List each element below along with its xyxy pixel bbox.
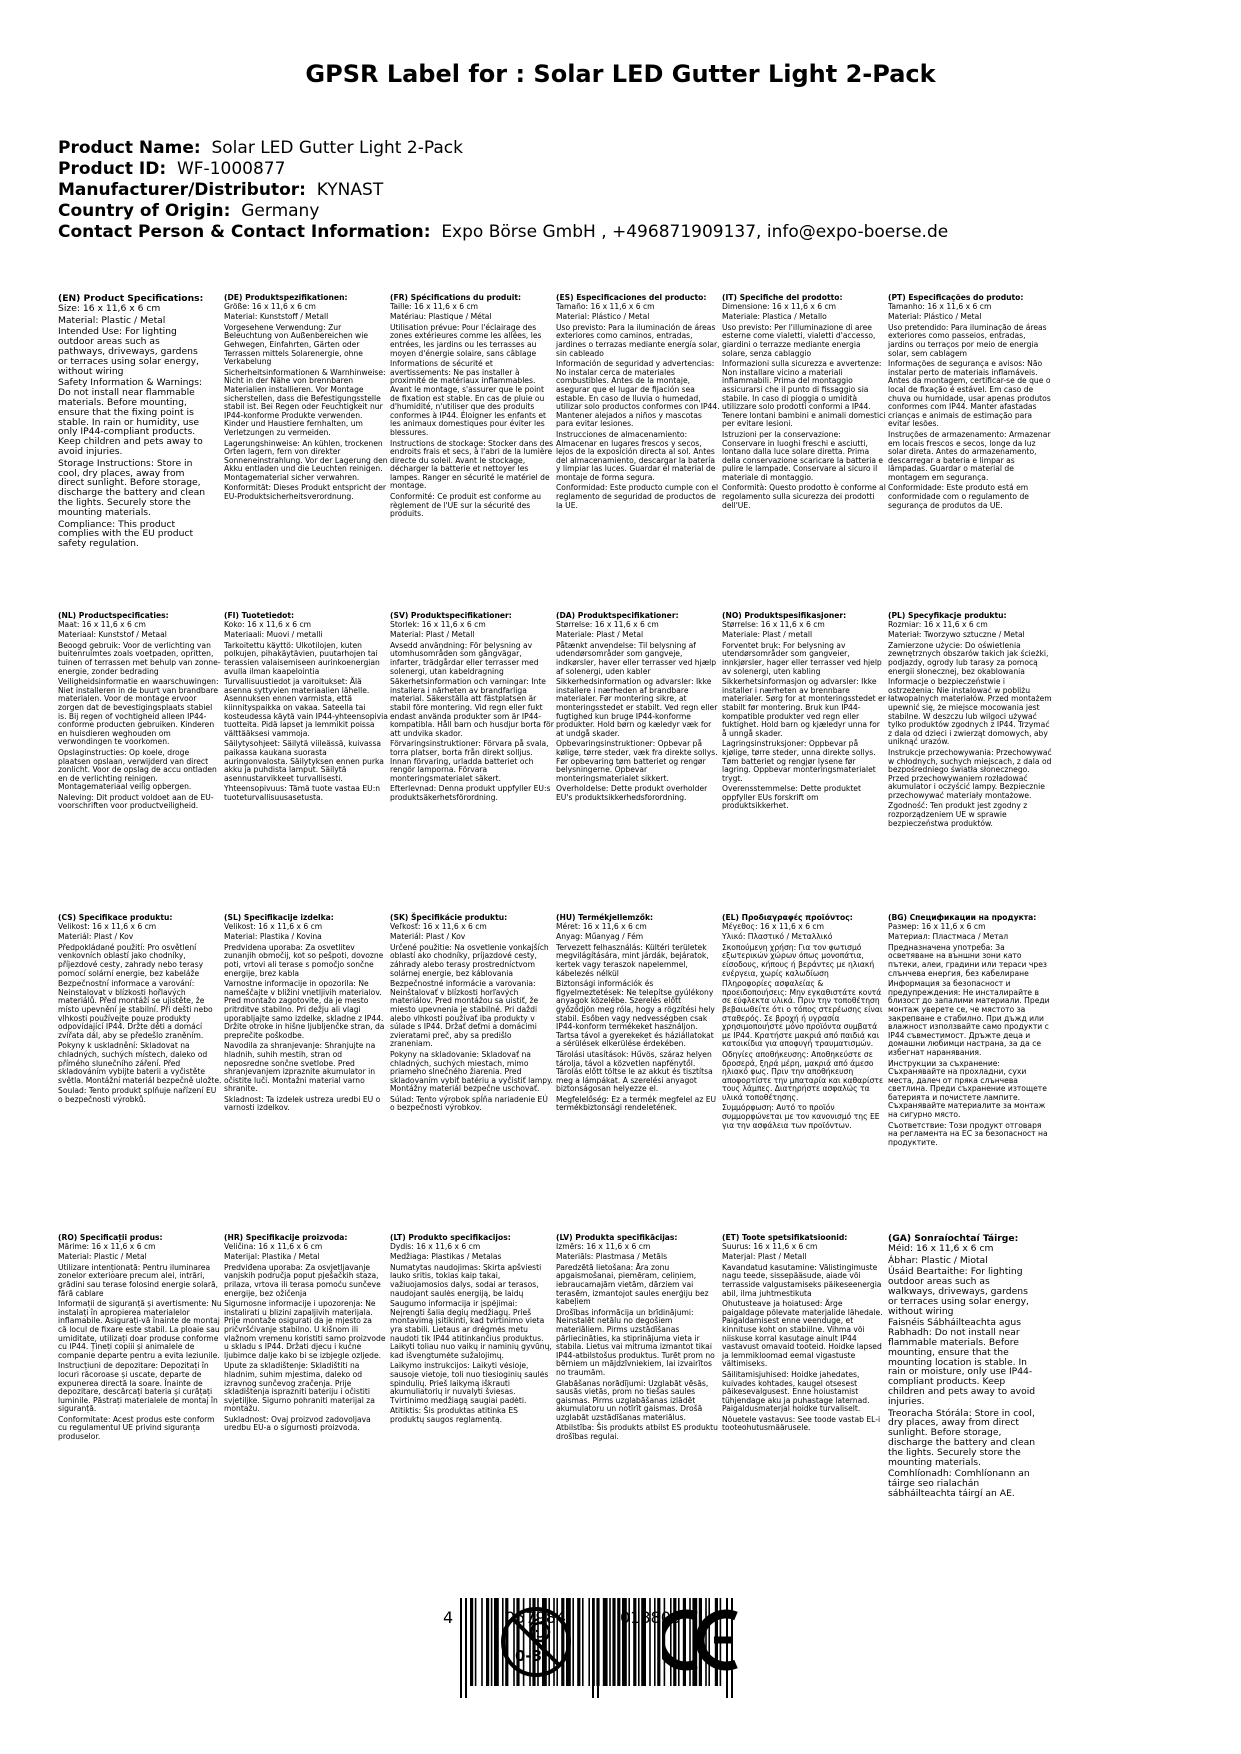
spec-paragraph: Instructions de stockage: Stocker dans des endroits frais et secs, à l'abri de la lumière directe du soleil. Avant le stockage, décharger la batterie et nettoyer les lampes. Ranger en sécurité le matériel de montage. xyxy=(390,438,554,491)
barcode-guard-bar xyxy=(597,1598,599,1698)
spec-paragraph: Medžiaga: Plastikas / Metalas xyxy=(390,1252,502,1262)
spec-paragraph: Conformità: Questo prodotto è conforme al regolamento sulla sicurezza dei prodotti dell'UE. xyxy=(722,483,886,510)
spec-block-heading: (DE) Produktspezifikationen: xyxy=(224,293,348,302)
spec-paragraph: Navodila za shranjevanje: Shranjujte na hladnih, suhih mestih, stran od neposredne sončne svetlobe. Pred shranjevanjem izpraznite akumulator in očistite luči. Montažni material varno shranite. xyxy=(224,1041,376,1094)
barcode-bar xyxy=(481,1598,483,1686)
spec-block-heading: (DA) Produktspecifikationer: xyxy=(556,611,679,620)
spec-paragraph: Naleving: Dit product voldoet aan de EU-voorschriften voor productveiligheid. xyxy=(58,792,214,811)
barcode-bar xyxy=(486,1598,489,1686)
spec-paragraph: Uso previsto: Para la iluminación de áreas exteriores como caminos, entradas, jardines o terrazas mediante energía solar, sin cableado xyxy=(556,322,720,358)
spec-block xyxy=(888,914,1052,1149)
spec-paragraph: Съответствие: Този продукт отговаря на регламента на ЕС за безопасност на продуктите. xyxy=(888,1120,1048,1147)
spec-paragraph: Conformidade: Este produto está em conformidade com o regulamento de segurança de produtos da UE. xyxy=(888,483,1029,510)
spec-block xyxy=(722,914,886,1132)
spec-paragraph: Conformitate: Acest produs este conform cu regulamentul UE privind siguranța produselor. xyxy=(58,1414,215,1442)
spec-paragraph: Material: Plastika / Kovina xyxy=(224,932,322,942)
spec-paragraph: Instrucciones de almacenamiento: Almacenar en lugares frescos y secos, lejos de la exposición directa al sol. Antes del almacenamiento, descargar la batería y limpiar las luces. Guardar el material de montaje de forma segura. xyxy=(556,429,716,482)
barcode-bar xyxy=(612,1598,615,1686)
spec-paragraph: Предназначена употреба: За осветяване на външни зони като пътеки, алеи, градини или тераси чрез слънчева енергия, без кабелиране xyxy=(888,942,1047,978)
spec-block-heading: (EL) Προδιαγραφές προϊόντος: xyxy=(722,913,853,922)
spec-paragraph: Forventet bruk: For belysning av utendørsområder som gangveier, innkjørsler, hager eller terrasser ved hjelp av solenergi, uten kabling xyxy=(722,640,882,676)
spec-paragraph: Materiaali: Muovi / metalli xyxy=(224,630,323,640)
spec-paragraph: Overensstemmelse: Dette produktet oppfyller EUs forskrift om produktsikkerhet. xyxy=(722,784,861,811)
contact-row xyxy=(58,222,1198,243)
barcode-guard-bar xyxy=(592,1598,594,1698)
spec-paragraph: Pokyny k uskladnění: Skladovat na chladných, suchých místech, daleko od přímého slunečního záření. Před skladováním vybijte baterii a vyčistěte světla. Montážní materiál bezpečně uložte. xyxy=(58,1041,222,1085)
spec-paragraph: Materiaal: Kunststof / Metaal xyxy=(58,630,167,640)
spec-paragraph: Yhteensopivuus: Tämä tuote vastaa EU:n tuoteturvallisuusasetusta. xyxy=(224,784,381,802)
spec-paragraph: Upute za skladištenje: Skladištiti na hladnim, suhim mjestima, daleko od izravnog sunčevog zračenja. Prije skladištenja isprazniti bateriju i očistiti svjetiljke. Sigurno pohraniti materijal za montažu. xyxy=(224,1361,375,1414)
spec-block-heading: (PL) Specyfikacje produktu: xyxy=(888,611,1007,620)
spec-paragraph: Paredzētā lietošana: Āra zonu apgaismošanai, piemēram, celiņiem, iebraucamajām vietām, dārziem vai terasēm, izmantojot saules enerģiju bez kabeļiem xyxy=(556,1262,709,1307)
barcode-bar xyxy=(609,1598,611,1686)
spec-block xyxy=(390,914,554,1115)
spec-paragraph: Vorgesehene Verwendung: Zur Beleuchtung von Außenbereichen wie Gehwegen, Einfahrten, Gärten oder Terrassen mittels Solarenergie, ohne Verkabelung xyxy=(224,322,369,367)
spec-paragraph: Zamierzone użycie: Do oświetlenia zewnętrznych obszarów takich jak ścieżki, podjazdy, ogrody lub tarasy za pomocą energii słonecznej, bez okablowania xyxy=(888,640,1049,676)
spec-paragraph: Storlek: 16 x 11,6 x 6 cm xyxy=(390,619,486,629)
contact-label: Contact Person & Contact Information: xyxy=(58,222,431,242)
spec-paragraph: Materiale: Plast / metall xyxy=(722,630,813,640)
product-name-label: Product Name: xyxy=(58,138,201,158)
spec-block-heading: (BG) Спецификации на продукта: xyxy=(888,913,1037,922)
spec-paragraph: Numatytas naudojimas: Skirta apšviesti lauko sritis, tokias kaip takai, važiuojamosios dalys, sodai ar terasos, naudojant saulės energiją, be laidų xyxy=(390,1262,542,1298)
spec-paragraph: Veličina: 16 x 11,6 x 6 cm xyxy=(224,1241,323,1251)
spec-paragraph: Turvallisuustiedot ja varoitukset: Älä asenna syttyvien materiaalien lähelle. Asennuksen ennen varmista, että kiinnityspaikka on vakaa. Sateella tai kosteudessa käytä vain IP44-yhteensopivia tuotteita. Pidä lapset ja lemmikit poissa välttääksesi vammoja. xyxy=(224,677,388,738)
spec-paragraph: Konformität: Dieses Produkt entspricht der EU-Produktsicherheitsverordnung. xyxy=(224,483,387,502)
spec-block xyxy=(58,612,222,813)
spec-paragraph: Súlad: Tento výrobok spĺňa nariadenie EÚ o bezpečnosti výrobkov. xyxy=(390,1094,548,1113)
spec-paragraph: Maat: 16 x 11,6 x 6 cm xyxy=(58,619,146,629)
spec-block-heading: (LT) Produkto specifikacijos: xyxy=(390,1233,511,1242)
spec-paragraph: Úsáid Beartaithe: For lighting outdoor areas such as walkways, driveways, gardens or terraces using solar energy, without wiring xyxy=(888,1266,1029,1317)
spec-paragraph: Tamaño: 16 x 11,6 x 6 cm xyxy=(556,301,655,311)
manufacturer-row xyxy=(58,180,1198,201)
spec-paragraph: Predviđena uporaba: Za osvjetljavanje vanjskih područja poput pješačkih staza, prilaza, vrtova ili terasa pomoću sunčeve energije, bez ožičenja xyxy=(224,1262,381,1298)
spec-paragraph: Bezpečnostní informace a varování: Neinstalovat v blízkosti hořlavých materiálů. Před montáží se ujistěte, že místo upevnění je stabilní. Při dešti nebo vlhkosti používejte pouze produkty odpovídající IP44. Držte děti a domácí zvířata dál, aby se předešlo zraněním. xyxy=(58,979,213,1040)
country-value: Germany xyxy=(241,201,320,221)
spec-block-heading: (GA) Sonraíochtaí Táirge: xyxy=(888,1233,1019,1244)
spec-paragraph: Glabāšanas norādījumi: Uzglabāt vēsās, sausās vietās, prom no tiešas saules gaismas. Pirms uzglabāšanas izlādēt akumulatoru un notīrīt gaismas. Drošā uzglabāt uzstādīšanas materiālus. xyxy=(556,1378,709,1422)
spec-block-heading: (NL) Productspecificaties: xyxy=(58,611,169,620)
spec-paragraph: Größe: 16 x 11,6 x 6 cm xyxy=(224,301,316,311)
spec-paragraph: Συμμόρφωση: Αυτό το προϊόν συμμορφώνεται με τον κανονισμό της ΕΕ για την ασφάλεια των προϊόντων. xyxy=(722,1103,880,1130)
barcode-bar xyxy=(588,1598,590,1686)
spec-paragraph: Anyag: Műanyag / Fém xyxy=(556,932,644,942)
spec-paragraph: Utilisation prévue: Pour l'éclairage des zones extérieures comme les allées, les entrées, les jardins ou les terrasses au moyen d'énergie solaire, sans câblage xyxy=(390,322,542,358)
spec-paragraph: Υλικό: Πλαστικό / Μεταλλικό xyxy=(722,932,833,942)
spec-block-heading: (IT) Specifiche del prodotto: xyxy=(722,293,843,302)
spec-block xyxy=(888,1234,1038,1501)
spec-paragraph: Safety Information & Warnings: Do not install near flammable materials. Before mounting, ensure that the fixing point is stable. In rain or humidity, use only IP44-compliant products. Keep children and pets away to avoid injuries. xyxy=(58,377,203,457)
spec-paragraph: Suurus: 16 x 11,6 x 6 cm xyxy=(722,1241,818,1251)
spec-paragraph: Förvaringsinstruktioner: Förvara på svala, torra platser, borta från direkt solljus. Innan förvaring, urladda batteriet och rengör lamporna. Förvara monteringsmaterialet säkert. xyxy=(390,739,549,783)
spec-paragraph: Säilytysohjeet: Säilytä viileässä, kuivassa paikassa kaukana suorasta auringonvalosta. Säilytyksen ennen purka akku ja puhdista lamput. Säilytä asennustarvikkeet turvallisesti. xyxy=(224,739,384,783)
barcode-bar xyxy=(470,1598,473,1686)
spec-block xyxy=(722,1234,886,1435)
spec-block xyxy=(224,914,388,1115)
spec-paragraph: Tarkoitettu käyttö: Ulkotilojen, kuten polkujen, pihakäytävien, puutarhojen tai terassien valaisemiseen aurinkoenergian avulla ilman kaapelointia xyxy=(224,640,380,676)
spec-block-heading: (SL) Specifikacije izdelka: xyxy=(224,913,334,922)
spec-paragraph: Dydis: 16 x 11,6 x 6 cm xyxy=(390,1241,481,1251)
spec-paragraph: Material: Plastic / Metal xyxy=(58,314,166,326)
spec-paragraph: Compliance: This product complies with the EU product safety regulation. xyxy=(58,518,194,550)
spec-paragraph: Nõuetele vastavus: See toode vastab EL-i tooteohutusmäärusele. xyxy=(722,1414,881,1433)
spec-paragraph: Určené použitie: Na osvetlenie vonkajších oblastí ako chodníky, príjazdové cesty, záhrady alebo terasy prostredníctvom solárnej energie, bez káblovania xyxy=(390,942,549,978)
spec-block xyxy=(556,294,720,512)
spec-paragraph: Istruzioni per la conservazione: Conservare in luoghi freschi e asciutti, lontano dalla luce solare diretta. Prima della conservazione scaricare la batteria e pulire le lampade. Conservare al sicuro il materiale di montaggio. xyxy=(722,429,884,482)
spec-paragraph: Informations de sécurité et avertissements: Ne pas installer à proximité de matériaux inflammables. Avant le montage, s'assurer que le point de fixation est stable. En cas de pluie ou d'humidité, n'utiliser que des produits conformes à IP44. Éloigner les enfants et les animaux domestiques pour éviter les blessures. xyxy=(390,359,547,437)
spec-block xyxy=(224,1234,388,1435)
spec-block xyxy=(224,294,388,504)
spec-paragraph: Materiale: Plast / Metal xyxy=(556,630,644,640)
spec-paragraph: Πληροφορίες ασφαλείας & προειδοποιήσεις: Μην εγκαθιστάτε κοντά σε εύφλεκτα υλικά. Πριν την τοποθέτηση βεβαιωθείτε ότι ο τόπος στερέωσης είναι σταθερός. Σε βροχή ή υγρασία χρησιμοποιήστε μόνο προϊόντα συμβατά με IP44. Κρατήστε μακριά από παιδιά και κατοικίδια για αποφυγή τραυματισμών. xyxy=(722,979,883,1049)
spec-paragraph: Материал: Пластмаса / Метал xyxy=(888,932,1009,942)
spec-paragraph: Инструкции за съхранение: Съхранявайте на прохладни, сухи места, далеч от пряка слънчева светлина. Преди съхранение изтощете батерията и почистете лампите. Съхранявайте материалите за монтаж на сигурно място. xyxy=(888,1058,1047,1120)
spec-paragraph: Uso pretendido: Para iluminação de áreas exteriores como passeios, entradas, jardins ou terraços por meio de energia solar, sem cablagem xyxy=(888,322,1047,358)
spec-block xyxy=(58,914,222,1106)
spec-paragraph: Instruções de armazenamento: Armazenar em locais frescos e secos, longe da luz solar direta. Antes do armazenamento, descarregar a bateria e limpar as lâmpadas. Guardar o material de montagem em segurança. xyxy=(888,429,1051,482)
barcode-bar xyxy=(577,1598,580,1686)
ce-mark-icon xyxy=(662,1608,742,1672)
spec-paragraph: Laikymo instrukcijos: Laikyti vėsioje, sausoje vietoje, toli nuo tiesioginių saulės spindulių. Prieš laikymą iškrauti akumuliatorių ir nuvalyti šviesas. Tvirtinimo medžiagą saugiai padėti. xyxy=(390,1361,549,1405)
spec-paragraph: Drošības informācija un brīdinājumi: Neinstalēt netālu no degošiem materiāliem. Pirms uzstādīšanas pārliecināties, ka stiprinājuma vieta ir stabila. Lietus vai mitruma izmantot tikai IP44-atbilstošus produktus. Turēt prom no bērniem un mājdzīvniekiem, lai izvairītos no traumām. xyxy=(556,1307,715,1377)
spec-block xyxy=(556,914,720,1115)
spec-paragraph: Sikkerhedsinformation og advarsler: Ikke installere i nærheden af brandbare materialer. Før montering sikre, at monteringsstedet er stabilt. Ved regn eller fugtighed kun bruge IP44-konforme produkter. Hold børn og kæledyr væk for at undgå skader. xyxy=(556,677,718,738)
product-id-label: Product ID: xyxy=(58,159,167,179)
barcode-bar xyxy=(475,1598,477,1686)
spec-paragraph: Οδηγίες αποθήκευσης: Αποθηκεύστε σε δροσερά, ξηρά μέρη, μακριά από άμεσο ηλιακό φως. Πριν την αποθήκευση αποφορτίστε την μπαταρία και καθαρίστε τους λάμπες. Διατηρήστε ασφαλώς τα υλικά τοποθέτησης. xyxy=(722,1049,884,1102)
spec-paragraph: Rozmiar: 16 x 11,6 x 6 cm xyxy=(888,619,988,629)
spec-paragraph: Informacje o bezpieczeństwie i ostrzeżenia: Nie instalować w pobliżu łatwopalnych materiałów. Przed montażem upewnić się, że miejsce mocowania jest stabilne. W deszczu lub wilgoci używać tylko produktów zgodnych z IP44. Trzymać z dala od dzieci i zwierząt domowych, aby uniknąć urazów. xyxy=(888,677,1052,747)
spec-paragraph: Informazioni sulla sicurezza e avvertenze: Non installare vicino a materiali infiammabili. Prima del montaggio assicurarsi che il punto di fissaggio sia stabile. In caso di pioggia o umidità utilizzare solo prodotti conformi a IP44. Tenere lontani bambini e animali domestici per evitare lesioni. xyxy=(722,359,886,429)
product-id-value: WF-1000877 xyxy=(176,159,286,179)
spec-paragraph: Materiál: Plast / Kov xyxy=(390,932,466,942)
barcode-digit-group-2: 018800 xyxy=(620,1608,682,1627)
spec-paragraph: Conformité: Ce produit est conforme au règlement de l'UE sur la sécurité des produits. xyxy=(390,492,542,519)
spec-paragraph: Materiale: Plastica / Metallo xyxy=(722,312,827,322)
product-name-row xyxy=(58,138,1198,159)
spec-paragraph: Opslaginstructies: Op koele, droge plaatsen opslaan, verwijderd van direct zonlicht. Voor de opslag de accu ontladen en de verlichting reinigen. Montagemateriaal veilig opbergen. xyxy=(58,747,217,792)
spec-paragraph: Conformidad: Este producto cumple con el reglamento de seguridad de productos de la UE. xyxy=(556,483,719,510)
spec-paragraph: Σκοπούμενη χρήση: Για τον φωτισμό εξωτερικών χώρων όπως μονοπάτια, είσοδους, κήπους ή βεράντες με ηλιακή ενέργεια, χωρίς καλωδίωση xyxy=(722,942,875,978)
country-row xyxy=(58,201,1198,222)
spec-paragraph: Méid: 16 x 11,6 x 6 cm xyxy=(888,1242,994,1254)
spec-block-heading: (ES) Especificaciones del producto: xyxy=(556,293,707,302)
spec-paragraph: Storage Instructions: Store in cool, dry places, away from direct sunlight. Before storage, discharge the battery and clean the lights. Securely store the mounting materials. xyxy=(58,457,206,518)
spec-paragraph: Información de seguridad y advertencias: No instalar cerca de materiales combustibles. Antes de la montaje, asegurar que el lugar de fijación sea estable. En caso de lluvia o humedad, utilizar solo productos conformes con IP44. Mantener alejados a niños y mascotas para evitar lesiones. xyxy=(556,359,720,429)
spec-paragraph: Materijal: Plastika / Metal xyxy=(224,1252,320,1262)
spec-paragraph: Comhlíonadh: Comhlíonann an táirge seo rialachán sábháilteachta táirgí an AE. xyxy=(888,1468,1030,1499)
spec-block xyxy=(556,1234,720,1444)
spec-block xyxy=(390,612,554,804)
spec-paragraph: Størrelse: 16 x 11,6 x 6 cm xyxy=(722,619,825,629)
spec-paragraph: Avsedd användning: För belysning av utomhusområden som gångvägar, infarter, trädgårdar eller terrasser med solenergi, utan kabeldragning xyxy=(390,640,539,676)
spec-paragraph: Velikost: 16 x 11,6 x 6 cm xyxy=(58,921,157,931)
spec-block-heading: (PT) Especificações do produto: xyxy=(888,293,1024,302)
spec-paragraph: Informações de segurança e avisos: Não instalar perto de materiais inflamáveis. Antes da montagem, certificar-se de que o local de fixação é estável. Em caso de chuva ou humidade, usar apenas produtos conformes com IP44. Manter afastadas crianças e animais de estimação para evitar lesões. xyxy=(888,359,1051,429)
spec-paragraph: Tervezett felhasználás: Kültéri területek megvilágítására, mint járdák, bejáratok, kertek vagy teraszok napelemmel, kábelezés nélkül xyxy=(556,942,709,978)
spec-paragraph: Информация за безопасност и предупреждения: Не инсталирайте в близост до запалими материали. Преди монтаж уверете се, че мястото за закрепване е стабилно. При дъжд или влажност използвайте само продукти с IP44 съвместимост. Дръжте деца и домашни любимци настрана, за да се избегнат наранявания. xyxy=(888,979,1050,1057)
spec-paragraph: Bezpečnostné informácie a varovania: Neinštalovať v blízkosti horľavých materiálov. Pred montážou sa uistiť, že miesto upevnenia je stabilné. Pri daždi alebo vlhkosti používať iba produkty v súlade s IP44. Držať deťmi a domácimi zvieratami preč, aby sa predišlo zraneniam. xyxy=(390,979,539,1049)
spec-paragraph: Utilizare intenționată: Pentru iluminarea zonelor exterioare precum alei, intrări, grădini sau terase folosind energie solară, fără cablare xyxy=(58,1262,219,1298)
product-info xyxy=(58,138,1198,243)
spec-block xyxy=(888,612,1052,830)
svg-text:0-3: 0-3 xyxy=(515,1647,543,1665)
spec-paragraph: Pokyny na skladovanie: Skladovať na chladných, suchých miestach, mimo priameho slnečného žiarenia. Pred skladovaním vybiť batériu a vyčistiť lampy. Montážny materiál bezpečne uschovať. xyxy=(390,1049,553,1094)
spec-paragraph: Veľkosť: 16 x 11,6 x 6 cm xyxy=(390,921,487,931)
spec-block-heading: (ET) Toote spetsifikatsioonid: xyxy=(722,1233,848,1242)
product-name-value: Solar LED Gutter Light 2-Pack xyxy=(211,138,463,158)
spec-paragraph: Velikost: 16 x 11,6 x 6 cm xyxy=(224,921,323,931)
spec-paragraph: Materiał: Tworzywo sztuczne / Metal xyxy=(888,630,1025,640)
spec-paragraph: Treoracha Stórála: Store in cool, dry places, away from direct sunlight. Before storage, discharge the battery and clean the lights. Securely store the mounting materials. xyxy=(888,1407,1036,1468)
spec-paragraph: Intended Use: For lighting outdoor areas such as pathways, driveways, gardens or terraces using solar energy, without wiring xyxy=(58,326,199,377)
spec-block xyxy=(390,1234,554,1426)
spec-block-heading: (NO) Produktspesifikasjoner: xyxy=(722,611,847,620)
barcode-bar xyxy=(582,1598,584,1686)
spec-paragraph: Soulad: Tento produkt splňuje nařízení EU o bezpečnosti výrobků. xyxy=(58,1086,217,1104)
spec-paragraph: Opbevaringsinstruktioner: Opbevar på kølige, tørre steder, væk fra direkte sollys. Før opbevaring tøm batteriet og rengør belysningerne. Opbevar monteringsmaterialet sikkert. xyxy=(556,739,718,783)
spec-paragraph: Sikkerhetsinformasjon og advarsler: Ikke installer i nærheten av brennbare materialer. Sørg for at monteringsstedet er stabilt før montering. Bruk kun IP44-kompatible produkter ved regn eller fuktighet. Hold barn og kjæledyr unna for å unngå skader. xyxy=(722,677,886,738)
barcode-bar xyxy=(491,1598,493,1686)
spec-paragraph: Skladnost: Ta izdelek ustreza uredbi EU o varnosti izdelkov. xyxy=(224,1094,381,1113)
spec-paragraph: Size: 16 x 11,6 x 6 cm xyxy=(58,302,161,314)
spec-paragraph: Atitiktis: Šis produktas atitinka ES produktų saugos reglamentą. xyxy=(390,1406,518,1424)
spec-paragraph: Dimensione: 16 x 11,6 x 6 cm xyxy=(722,301,837,311)
spec-block-heading: (HR) Specifikacije proizvoda: xyxy=(224,1233,348,1242)
barcode-digit-prefix: 4 xyxy=(443,1608,454,1627)
spec-block-heading: (FR) Spécifications du produit: xyxy=(390,293,522,302)
spec-paragraph: Zgodność: Ten produkt jest zgodny z rozporządzeniem UE w sprawie bezpieczeństwa produktów. xyxy=(888,801,1028,828)
spec-paragraph: Material: Plástico / Metal xyxy=(888,312,982,322)
barcode-guard-bar xyxy=(465,1598,467,1698)
spec-paragraph: Lagerungshinweise: An kühlen, trockenen Orten lagern, fern von direkter Sonneneinstrahlung. Vor der Lagerung den Akku entladen und die Leuchten reinigen. Montagematerial sicher verwahren. xyxy=(224,438,388,482)
spec-paragraph: Ohutusteave ja hoiatused: Ärge paigaldage põlevate materjalide lähedale. Paigaldamisest enne veenduge, et kinnituse koht on stabiilne. Vihma või niiskuse korral kasutage ainult IP44 vastavust omavaid tooteid. Hoidke lapsed ja lemmikloomad eemal vigastuste vältimiseks. xyxy=(722,1299,883,1369)
spec-block-heading: (CS) Specifikace produktu: xyxy=(58,913,173,922)
spec-paragraph: Material: Kunststoff / Metall xyxy=(224,312,329,322)
spec-paragraph: Efterlevnad: Denna produkt uppfyller EU:s produktsäkerhetsförordning. xyxy=(390,784,551,802)
spec-paragraph: Μέγεθος: 16 x 11,6 x 6 cm xyxy=(722,921,825,931)
spec-paragraph: Størrelse: 16 x 11,6 x 6 cm xyxy=(556,619,659,629)
spec-paragraph: Material: Plástico / Metal xyxy=(556,312,650,322)
spec-paragraph: Material: Plastic / Metal xyxy=(58,1252,147,1262)
spec-block xyxy=(722,612,886,813)
spec-paragraph: Veiligheidsinformatie en waarschuwingen: Niet installeren in de buurt van brandbare materialen. Voor de montage ervoor zorgen dat de bevestigingsplaats stabiel is. Bij regen of vochtigheid alleen IP44-conforme producten gebruiken. Kinderen en huisdieren weghouden om verwondingen te voorkomen. xyxy=(58,677,219,747)
spec-paragraph: Materjal: Plast / Metall xyxy=(722,1252,807,1262)
spec-paragraph: Ábhar: Plastic / Miotal xyxy=(888,1254,988,1266)
spec-paragraph: Kavandatud kasutamine: Välistingimuste nagu teede, sissepääsude, aiade või terrasside valgustamiseks päikeseenergia abil, ilma juhtmestikuta xyxy=(722,1262,882,1298)
barcode-bar xyxy=(572,1598,574,1686)
spec-paragraph: Beoogd gebruik: Voor de verlichting van buitenruimtes zoals voetpaden, opritten, tuinen of terrassen met behulp van zonne-energie, zonder bedrading xyxy=(58,640,221,676)
spec-paragraph: Instrukcje przechowywania: Przechowywać w chłodnych, suchych miejscach, z dala od bezpośredniego światła słonecznego. Przed przechowywaniem rozładować akumulator i oczyścić lampy. Bezpiecznie przechowywać materiały montażowe. xyxy=(888,747,1052,800)
spec-block xyxy=(888,294,1052,512)
spec-paragraph: Sicherheitsinformationen & Warnhinweise: Nicht in der Nähe von brennbaren Materialien installieren. Vor Montage sicherstellen, dass die Befestigungsstelle stabil ist. Bei Regen oder Feuchtigkeit nur IP44-konforme Produkte verwenden. Kinder und Haustiere fernhalten, um Verletzungen zu vermeiden. xyxy=(224,367,386,437)
spec-block xyxy=(722,294,886,512)
manufacturer-label: Manufacturer/Distributor: xyxy=(58,180,306,200)
barcode-bar xyxy=(494,1598,499,1686)
spec-paragraph: Saugumo informacija ir įspėjimai: Neįrengti šalia degių medžiagų. Prieš montavimą įsitikinti, kad tvirtinimo vieta yra stabili. Lietaus ar drėgmės metu naudoti tik IP44 atitinkančius produktus. Laikyti toliau nuo vaikų ir naminių gyvūnų, kad išvengtumėte sužalojimų. xyxy=(390,1299,552,1360)
spec-paragraph: Predvidena uporaba: Za osvetlitev zunanjih območij, kot so pešpoti, dovozne poti, vrtovi ali terase s pomočjo sončne energije, brez kabla xyxy=(224,942,384,978)
spec-block xyxy=(58,1234,222,1444)
spec-block-heading: (FI) Tuotetiedot: xyxy=(224,611,295,620)
spec-paragraph: Méret: 16 x 11,6 x 6 cm xyxy=(556,921,647,931)
spec-paragraph: Matériau: Plastique / Métal xyxy=(390,312,492,322)
spec-paragraph: Mărime: 16 x 11,6 x 6 cm xyxy=(58,1241,156,1251)
spec-paragraph: Размер: 16 x 11,6 x 6 cm xyxy=(888,921,986,931)
spec-paragraph: Material: Plast / Metall xyxy=(390,630,475,640)
spec-paragraph: Atbilstība: Šis produkts atbilst ES produktu drošības regulai. xyxy=(556,1423,718,1442)
spec-paragraph: Säkerhetsinformation och varningar: Inte installera i närheten av brandfarliga material. Säkerställa att fästplatsen är stabil före montering. Vid regn eller fukt endast använda produkter som är IP44-kompatibla. Håll barn och husdjur borta för att undvika skador. xyxy=(390,677,554,738)
manufacturer-value: KYNAST xyxy=(316,180,384,200)
spec-paragraph: Megfelelőség: Ez a termék megfelel az EU termékbiztonsági rendeletének. xyxy=(556,1094,717,1113)
spec-paragraph: Materiál: Plast / Kov xyxy=(58,932,134,942)
spec-block-heading: (LV) Produkta specifikācijas: xyxy=(556,1233,678,1242)
spec-paragraph: Taille: 16 x 11,6 x 6 cm xyxy=(390,301,479,311)
spec-paragraph: Biztonsági információk és figyelmeztetések: Ne telepítse gyúlékony anyagok közelébe. Szerelés előtt győződjön meg róla, hogy a rögzítési hely stabil. Esőben vagy nedvességben csak IP44-konform termékeket használjon. Tartsa távol a gyerekeket és háziállatokat a sérülések elkerülése érdekében. xyxy=(556,979,715,1049)
spec-paragraph: Sukladnost: Ovaj proizvod zadovoljava uredbu EU-a o sigurnosti proizvoda. xyxy=(224,1414,371,1433)
spec-block-heading: (EN) Product Specifications: xyxy=(58,293,204,304)
spec-paragraph: Uso previsto: Per l'illuminazione di aree esterne come vialetti, vialetti d'accesso, giardini o terrazze mediante energia solare, senza cablaggio xyxy=(722,322,876,358)
spec-block-heading: (SV) Produktspecifikationer: xyxy=(390,611,512,620)
page-title: GPSR Label for : Solar LED Gutter Light 2-Pack xyxy=(305,60,936,88)
spec-paragraph: Faisnéis Sábháilteachta agus Rabhadh: Do not install near flammable materials. Before mounting, ensure that the mounting location is stable. In rain or moisture, only use IP44-compliant products. Keep children and pets away to avoid injuries. xyxy=(888,1317,1036,1407)
country-label: Country of Origin: xyxy=(58,201,231,221)
spec-paragraph: Tárolási utasítások: Hűvös, száraz helyen tárolja, távol a közvetlen napfénytől. Tárolás előtt töltse le az akkut és tisztítsa meg a lámpákat. A szerelési anyagot biztonságosan helyezze el. xyxy=(556,1049,713,1094)
spec-block xyxy=(58,294,208,551)
spec-paragraph: Informații de siguranță și avertismente: Nu instalați în apropierea materialelor inflamabile. Asigurați-vă înainte de montaj că locul de fixare este stabil. La ploaie sau umiditate, utilizați doar produse conforme cu IP44. Țineți copiii și animalele de companie departe pentru a evita leziunile. xyxy=(58,1299,222,1360)
spec-paragraph: Předpokládané použití: Pro osvětlení venkovních oblastí jako chodníky, příjezdové cesty, zahrady nebo terasy pomocí solární energie, bez kabeláže xyxy=(58,942,204,978)
spec-paragraph: Säilitamisjuhised: Hoidke jahedates, kuivades kohtades, kaugel otsesest päikesevalgusest. Enne hoiustamist tühjendage aku ja puhastage laternad. Paigaldusmaterjal hoidke turvaliselt. xyxy=(722,1369,870,1414)
spec-block xyxy=(556,612,720,804)
spec-paragraph: Påtænkt anvendelse: Til belysning af udendørsområder som gangveje, indkørsler, haver eller terrasser ved hjælp af solenergi, uden kabler xyxy=(556,640,717,676)
spec-block-heading: (SK) Špecifikácie produktu: xyxy=(390,913,508,922)
spec-paragraph: Sigurnosne informacije i upozorenja: Ne instalirati u blizini zapaljivih materijala. Prije montaže osigurati da je mjesto za pričvršćivanje stabilno. U kišnom ili vlažnom vremenu koristiti samo proizvode u skladu s IP44. Držati djecu i kućne ljubimce dalje kako bi se izbjegle ozljede. xyxy=(224,1299,386,1360)
spec-paragraph: Tamanho: 16 x 11,6 x 6 cm xyxy=(888,301,992,311)
barcode-guard-bar xyxy=(460,1598,462,1698)
spec-paragraph: Overholdelse: Dette produkt overholder EU's produktsikkerhedsforordning. xyxy=(556,784,708,802)
spec-block xyxy=(224,612,388,804)
spec-paragraph: Koko: 16 x 11,6 x 6 cm xyxy=(224,619,312,629)
barcode-bar xyxy=(603,1598,608,1686)
spec-paragraph: Materiāls: Plastmasa / Metāls xyxy=(556,1252,668,1262)
age-warning-0-3-icon xyxy=(500,1606,572,1678)
spec-block-heading: (RO) Specificații produs: xyxy=(58,1233,163,1242)
barcode-digit-group-1: 057984 xyxy=(505,1608,567,1627)
contact-value: Expo Börse GmbH , +496871909137, info@expo-boerse.de xyxy=(441,222,949,242)
spec-block xyxy=(390,294,554,521)
spec-paragraph: Lagringsinstruksjoner: Oppbevar på kjølige, tørre steder, unna direkte sollys. Tøm batteriet og rengjør lysene før lagring. Oppbevar monteringsmaterialet trygt. xyxy=(722,739,876,783)
spec-block-heading: (HU) Termékjellemzők: xyxy=(556,913,654,922)
spec-paragraph: Izmērs: 16 x 11,6 x 6 cm xyxy=(556,1241,651,1251)
spec-paragraph: Varnostne informacije in opozorila: Ne nameščajte v bližini vnetljivih materialov. Pred montažo zagotovite, da je mesto pritrditve stabilno. Pri dežju ali vlagi uporabljajte samo izdelke, skladne z IP44. Držite otroke in hišne ljubljenčke stran, da preprečite poškodbe. xyxy=(224,979,385,1040)
spec-paragraph: Instrucțiuni de depozitare: Depozitați în locuri răcoroase și uscate, departe de expunerea directă la soare. Înainte de depozitare, descărcați bateria și curățați luminile. Păstrați materialele de montaj în siguranță. xyxy=(58,1361,218,1414)
product-id-row xyxy=(58,159,1198,180)
